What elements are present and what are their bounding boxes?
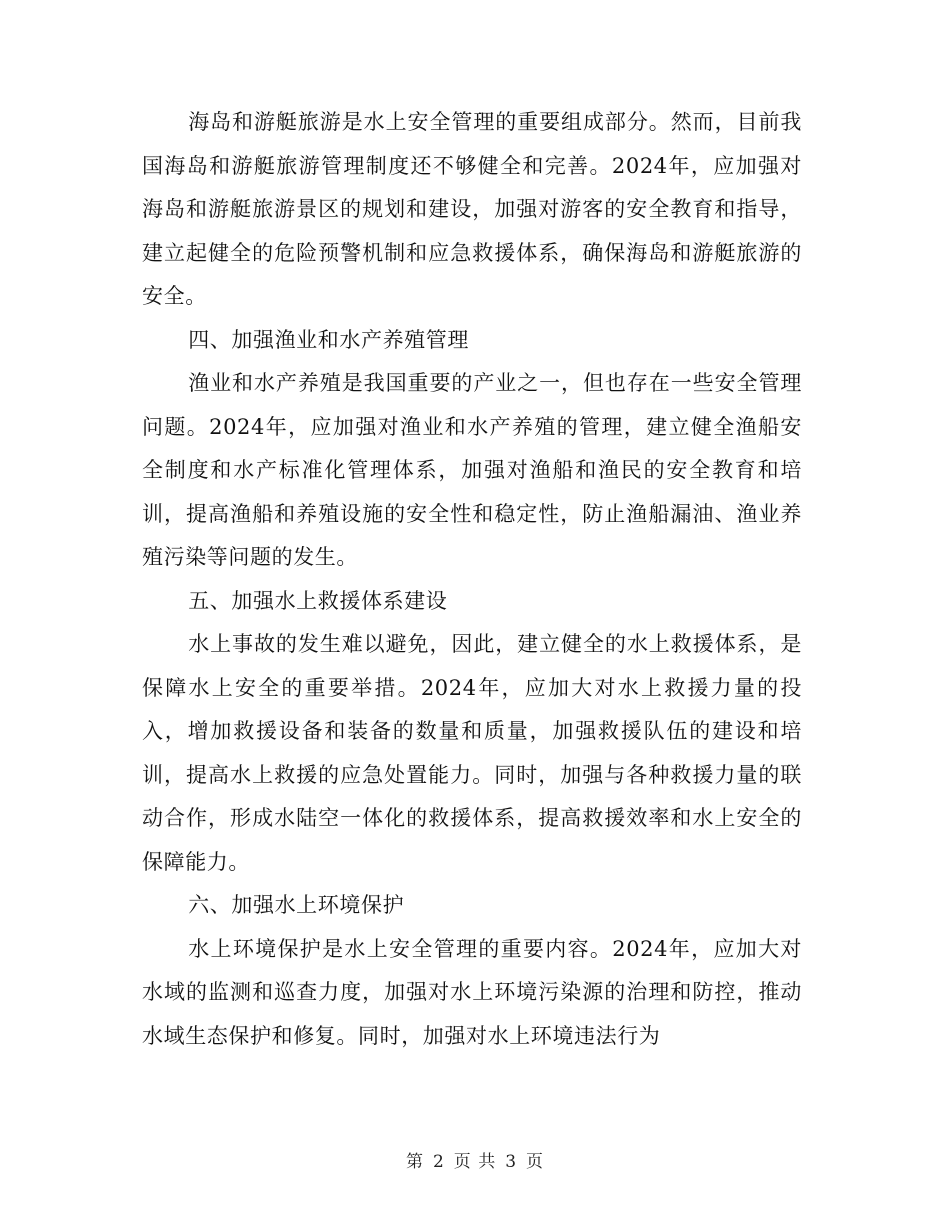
current-page-number: 2 bbox=[432, 1152, 445, 1172]
paragraph-island-yacht-tourism: 海岛和游艇旅游是水上安全管理的重要组成部分。然而，目前我国海岛和游艇旅游管理制度还不够健全和完善。2024年，应加强对海岛和游艇旅游景区的规划和建设，加强对游客的安全教育和指导，建立起健全的危险预警机制和应急救援体系，确保海岛和游艇旅游的安全。 bbox=[142, 110, 802, 308]
paragraph-fishery-aquaculture: 渔业和水产养殖是我国重要的产业之一，但也存在一些安全管理问题。2024年，应加强对渔业和水产养殖的管理，建立健全渔船安全制度和水产标准化管理体系，加强对渔船和渔民的安全教育和培训，提高渔船和养殖设施的安全性和稳定性，防止渔船漏油、渔业养殖污染等问题的发生。 bbox=[142, 371, 802, 569]
paragraph-rescue-system: 水上事故的发生难以避免，因此，建立健全的水上救援体系，是保障水上安全的重要举措。2024年，应加大对水上救援力量的投入，增加救援设备和装备的数量和质量，加强救援队伍的建设和培训，提高水上救援的应急处置能力。同时，加强与各种救援力量的联动合作，形成水陆空一体化的救援体系，提高救援效率和水上安全的保障能力。 bbox=[142, 632, 802, 874]
page-number-footer bbox=[0, 1147, 950, 1172]
paragraph-environment-protection: 水上环境保护是水上安全管理的重要内容。2024年，应加大对水域的监测和巡查力度，加强对水上环境污染源的治理和防控，推动水域生态保护和修复。同时，加强对水上环境违法行为 bbox=[142, 936, 802, 1048]
section-heading-rescue-system: 五、加强水上救援体系建设 bbox=[188, 588, 448, 613]
total-pages-number: 3 bbox=[505, 1152, 518, 1172]
section-heading-environment: 六、加强水上环境保护 bbox=[188, 893, 405, 917]
section-heading-fishery: 四、加强渔业和水产养殖管理 bbox=[188, 327, 469, 352]
page-label-prefix: 第 bbox=[405, 1152, 424, 1172]
page-label-mid: 页 共 bbox=[453, 1152, 497, 1172]
document-body bbox=[142, 101, 802, 1058]
page-label-suffix: 页 bbox=[526, 1152, 545, 1172]
